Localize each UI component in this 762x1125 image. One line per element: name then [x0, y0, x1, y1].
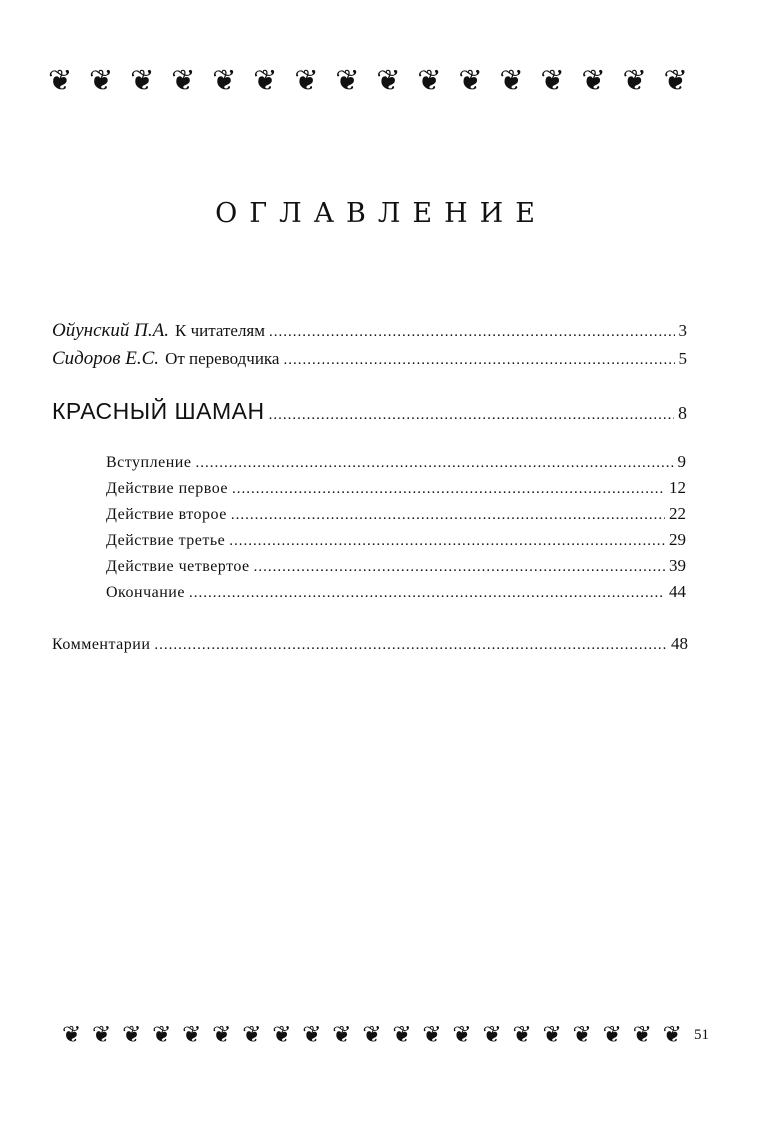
leader-dots	[232, 481, 665, 498]
heart-ornament-icon: ❦	[62, 1022, 82, 1048]
heart-ornament-icon: ❦	[458, 63, 483, 97]
toc-page: 44	[669, 582, 686, 601]
heart-ornament-icon: ❦	[581, 63, 606, 97]
heart-ornament-icon: ❦	[542, 1022, 562, 1048]
leader-dots	[269, 324, 675, 341]
top-ornament-border	[48, 63, 688, 97]
toc-entry-readers	[52, 320, 687, 342]
heart-ornament-icon: ❦	[212, 63, 237, 97]
toc-label: Действие четвертое	[106, 558, 250, 575]
heart-ornament-icon: ❦	[272, 1022, 292, 1048]
toc-author: Сидоров Е.С.	[52, 348, 160, 369]
heart-ornament-icon: ❦	[392, 1022, 412, 1048]
heart-ornament-icon: ❦	[572, 1022, 592, 1048]
heart-ornament-icon: ❦	[89, 63, 114, 97]
toc-page: 12	[669, 478, 686, 497]
heart-ornament-icon: ❦	[332, 1022, 352, 1048]
heart-ornament-icon: ❦	[417, 63, 442, 97]
toc-label: К читателям	[174, 321, 265, 340]
toc-entry-section	[106, 478, 686, 498]
heart-ornament-icon: ❦	[48, 63, 73, 97]
toc-entry-section	[106, 452, 686, 472]
toc-label: КРАСНЫЙ ШАМАН	[52, 398, 265, 424]
toc-page: 48	[671, 634, 688, 653]
toc-label: Действие третье	[106, 532, 226, 549]
heart-ornament-icon: ❦	[253, 63, 278, 97]
toc-label: Окончание	[106, 584, 185, 601]
toc-label: От переводчика	[165, 349, 280, 368]
toc-page: 39	[669, 556, 686, 575]
toc-entry-main-work	[52, 398, 687, 425]
leader-dots	[229, 533, 665, 550]
heart-ornament-icon: ❦	[540, 63, 565, 97]
heart-ornament-icon: ❦	[499, 63, 524, 97]
toc-author: Ойунский П.А.	[52, 320, 169, 341]
leader-dots	[283, 352, 674, 369]
heart-ornament-icon: ❦	[302, 1022, 322, 1048]
toc-page: 3	[678, 321, 687, 340]
heart-ornament-icon: ❦	[335, 63, 360, 97]
toc-entry-comments	[52, 634, 688, 654]
heart-ornament-icon: ❦	[422, 1022, 442, 1048]
heart-ornament-icon: ❦	[152, 1022, 172, 1048]
toc-label: Действие первое	[106, 480, 228, 497]
bottom-ornament-border	[62, 1024, 682, 1047]
toc-page: 8	[678, 403, 687, 423]
heart-ornament-icon: ❦	[242, 1022, 262, 1048]
heart-ornament-icon: ❦	[622, 63, 647, 97]
heart-ornament-icon: ❦	[482, 1022, 502, 1048]
leader-dots	[154, 637, 667, 654]
heart-ornament-icon: ❦	[362, 1022, 382, 1048]
heart-ornament-icon: ❦	[294, 63, 319, 97]
toc-entry-section	[106, 504, 686, 524]
toc-page: 22	[669, 504, 686, 523]
leader-dots	[231, 507, 665, 524]
page-number: 51	[694, 1027, 709, 1043]
heart-ornament-icon: ❦	[452, 1022, 472, 1048]
toc-label: Вступление	[106, 454, 192, 471]
heart-ornament-icon: ❦	[663, 63, 688, 97]
heart-ornament-icon: ❦	[130, 63, 155, 97]
leader-dots	[269, 407, 674, 424]
leader-dots	[189, 585, 665, 602]
heart-ornament-icon: ❦	[512, 1022, 532, 1048]
toc-label: Комментарии	[52, 636, 151, 653]
toc-entry-section	[106, 556, 686, 576]
toc-page: 29	[669, 530, 686, 549]
heart-ornament-icon: ❦	[171, 63, 196, 97]
toc-page: 5	[678, 349, 687, 368]
toc-page: 9	[677, 452, 686, 471]
leader-dots	[254, 559, 665, 576]
heart-ornament-icon: ❦	[632, 1022, 652, 1048]
heart-ornament-icon: ❦	[182, 1022, 202, 1048]
toc-entry-section	[106, 530, 686, 550]
heart-ornament-icon: ❦	[602, 1022, 622, 1048]
heart-ornament-icon: ❦	[376, 63, 401, 97]
toc-label: Действие второе	[106, 506, 227, 523]
heart-ornament-icon: ❦	[662, 1022, 682, 1048]
toc-entry-translator	[52, 348, 687, 370]
page-title: ОГЛАВЛЕНИЕ	[215, 198, 547, 230]
toc-entry-section	[106, 582, 686, 602]
leader-dots	[195, 455, 673, 472]
heart-ornament-icon: ❦	[92, 1022, 112, 1048]
heart-ornament-icon: ❦	[122, 1022, 142, 1048]
heart-ornament-icon: ❦	[212, 1022, 232, 1048]
